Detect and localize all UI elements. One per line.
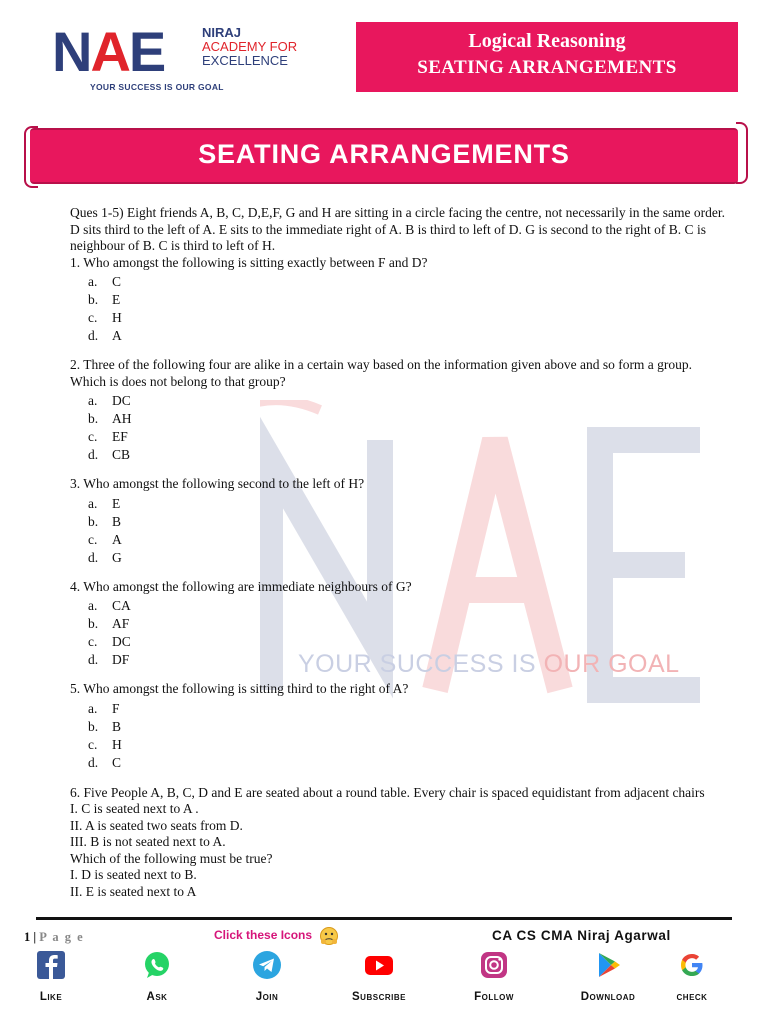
watermark-tagline-blue: YOUR SUCCESS IS bbox=[298, 650, 544, 678]
topic-title: SEATING ARRANGEMENTS bbox=[417, 57, 677, 78]
option-letter: c. bbox=[88, 531, 98, 547]
answer-option bbox=[88, 446, 730, 464]
social-label[interactable]: Join bbox=[255, 991, 279, 1003]
social-label[interactable]: check bbox=[676, 991, 708, 1003]
author-name: CA CS CMA Niraj Agarwal bbox=[492, 928, 671, 943]
option-letter: d. bbox=[88, 549, 99, 565]
option-value: C bbox=[112, 274, 122, 289]
social-link-telegram[interactable] bbox=[222, 948, 312, 1003]
option-value: DC bbox=[112, 393, 131, 408]
answer-option bbox=[88, 615, 730, 633]
question-text: 2. Three of the following four are alike in a certain way based on the information given above and so form a group. Which is does not belong to that group? bbox=[70, 357, 693, 389]
statement-line: II. A is seated two seats from D. bbox=[70, 817, 243, 833]
question-text: 3. Who amongst the following second to the left of H? bbox=[70, 476, 365, 491]
option-letter: d. bbox=[88, 754, 99, 770]
page-number bbox=[24, 930, 84, 945]
option-letter: b. bbox=[88, 292, 99, 307]
youtube-icon[interactable] bbox=[364, 950, 394, 980]
option-value: DF bbox=[112, 652, 130, 667]
option-letter: d. bbox=[88, 652, 99, 667]
answer-option bbox=[88, 309, 730, 327]
option-value: F bbox=[112, 700, 120, 716]
academy-logo bbox=[52, 16, 332, 98]
question-2 bbox=[70, 357, 730, 464]
instagram-icon[interactable] bbox=[479, 950, 509, 980]
answer-option bbox=[88, 633, 730, 651]
answer-option bbox=[88, 651, 730, 669]
option-letter: a. bbox=[88, 598, 98, 613]
statement-line: I. D is seated next to B. bbox=[70, 867, 197, 882]
question-6-statements bbox=[70, 801, 730, 900]
option-letter: a. bbox=[88, 274, 98, 289]
social-link-google[interactable] bbox=[647, 948, 737, 1003]
option-list bbox=[70, 392, 730, 464]
option-letter: b. bbox=[88, 411, 99, 426]
question-text: 1. Who amongst the following is sitting exactly between F and D? bbox=[70, 254, 428, 270]
question-5 bbox=[70, 681, 730, 772]
page-word: P a g e bbox=[39, 930, 85, 944]
logo-name bbox=[202, 26, 297, 68]
social-link-instagram[interactable] bbox=[449, 948, 539, 1003]
page-separator: | bbox=[30, 930, 40, 944]
question-content bbox=[70, 205, 730, 900]
question-4 bbox=[70, 579, 730, 670]
answer-option bbox=[88, 754, 730, 772]
option-letter: d. bbox=[88, 447, 99, 462]
passage-intro: Ques 1-5) Eight friends A, B, C, D,E,F, G and H are sitting in a circle facing the centre, not necessarily in the same order. D sits third to the left of A. E sits to the immediate right of A. B is third to left of D. G is second to the right of B. C is neighbour of B. C is third to left of H. bbox=[70, 205, 725, 253]
option-list bbox=[70, 495, 730, 567]
option-list bbox=[70, 597, 730, 669]
option-value: EF bbox=[112, 429, 128, 444]
option-value: DC bbox=[112, 634, 131, 649]
title-banner bbox=[30, 128, 738, 184]
logo-tagline: YOUR SUCCESS IS OUR GOAL bbox=[90, 82, 224, 92]
facebook-icon[interactable] bbox=[36, 950, 66, 980]
whatsapp-icon[interactable] bbox=[142, 950, 172, 980]
option-letter: d. bbox=[88, 328, 99, 343]
answer-option bbox=[88, 273, 730, 291]
answer-option bbox=[88, 495, 730, 513]
answer-option bbox=[88, 428, 730, 446]
social-icons-row bbox=[14, 948, 754, 1008]
statement-line: II. E is seated next to A bbox=[70, 883, 197, 899]
option-letter: a. bbox=[88, 393, 98, 408]
option-letter: c. bbox=[88, 429, 98, 444]
option-letter: a. bbox=[88, 495, 98, 511]
answer-option bbox=[88, 549, 730, 567]
social-label[interactable]: Follow bbox=[474, 991, 514, 1003]
statement-line: III. B is not seated next to A. bbox=[70, 834, 226, 849]
option-value: AF bbox=[112, 616, 130, 631]
banner-title: SEATING ARRANGEMENTS bbox=[198, 139, 570, 169]
answer-option bbox=[88, 597, 730, 615]
question-text: 4. Who amongst the following are immediate neighbours of G? bbox=[70, 578, 412, 594]
option-letter: b. bbox=[88, 616, 99, 631]
logo-mark: NAE bbox=[52, 20, 165, 83]
answer-option bbox=[88, 700, 730, 718]
option-list bbox=[70, 273, 730, 345]
option-value: E bbox=[112, 495, 121, 511]
statement-line: I. C is seated next to A . bbox=[70, 801, 199, 816]
topic-box bbox=[356, 22, 738, 92]
option-value: H bbox=[112, 736, 122, 752]
answer-option bbox=[88, 410, 730, 428]
option-value: CA bbox=[112, 598, 131, 613]
option-value: G bbox=[112, 549, 122, 565]
option-value: H bbox=[112, 310, 122, 325]
question-text: 5. Who amongst the following is sitting third to the right of A? bbox=[70, 681, 409, 696]
answer-option bbox=[88, 291, 730, 309]
telegram-icon[interactable] bbox=[252, 950, 282, 980]
answer-option bbox=[88, 513, 730, 531]
option-value: AH bbox=[112, 411, 132, 426]
social-link-whatsapp[interactable] bbox=[112, 948, 202, 1003]
question-6-text: 6. Five People A, B, C, D and E are seated about a round table. Every chair is spaced equidistant from adjacent chairs bbox=[70, 784, 705, 800]
option-value: A bbox=[112, 328, 122, 343]
question-1 bbox=[70, 255, 730, 346]
answer-option bbox=[88, 392, 730, 410]
option-value: CB bbox=[112, 447, 131, 462]
social-link-youtube[interactable] bbox=[334, 948, 424, 1003]
option-letter: a. bbox=[88, 700, 98, 716]
answer-option bbox=[88, 531, 730, 549]
option-value: C bbox=[112, 754, 122, 770]
banner-scroll-right bbox=[736, 122, 748, 184]
play-store-icon[interactable] bbox=[593, 950, 623, 980]
option-letter: c. bbox=[88, 310, 98, 325]
option-letter: c. bbox=[88, 634, 98, 649]
statement-line: Which of the following must be true? bbox=[70, 850, 273, 866]
logo-line3: EXCELLENCE bbox=[202, 53, 288, 68]
click-icons-prompt: Click these Icons bbox=[214, 928, 313, 942]
option-value: E bbox=[112, 292, 121, 307]
thinking-emoji-icon bbox=[318, 926, 340, 946]
option-letter: b. bbox=[88, 718, 99, 734]
page-number-value: 1 bbox=[24, 930, 31, 944]
option-list bbox=[70, 700, 730, 772]
answer-option bbox=[88, 736, 730, 754]
answer-option bbox=[88, 327, 730, 345]
social-label[interactable]: Subscribe bbox=[352, 991, 406, 1003]
watermark-tagline-red: OUR GOAL bbox=[543, 650, 680, 678]
question-list bbox=[70, 255, 730, 772]
social-label[interactable]: Like bbox=[39, 991, 63, 1003]
answer-option bbox=[88, 718, 730, 736]
topic-subject: Logical Reasoning bbox=[468, 30, 626, 52]
option-letter: b. bbox=[88, 513, 99, 529]
social-label[interactable]: Download bbox=[580, 991, 636, 1003]
footer-divider bbox=[36, 917, 732, 920]
question-3 bbox=[70, 476, 730, 567]
google-icon[interactable] bbox=[677, 950, 707, 980]
logo-line2: ACADEMY FOR bbox=[202, 39, 298, 54]
option-value: A bbox=[112, 531, 122, 547]
logo-line1: NIRAJ bbox=[202, 25, 242, 40]
social-label[interactable]: Ask bbox=[146, 991, 168, 1003]
social-link-facebook[interactable] bbox=[6, 948, 96, 1003]
option-value: B bbox=[112, 513, 122, 529]
option-letter: c. bbox=[88, 736, 98, 752]
option-value: B bbox=[112, 718, 122, 734]
social-link-play-store[interactable] bbox=[563, 948, 653, 1003]
